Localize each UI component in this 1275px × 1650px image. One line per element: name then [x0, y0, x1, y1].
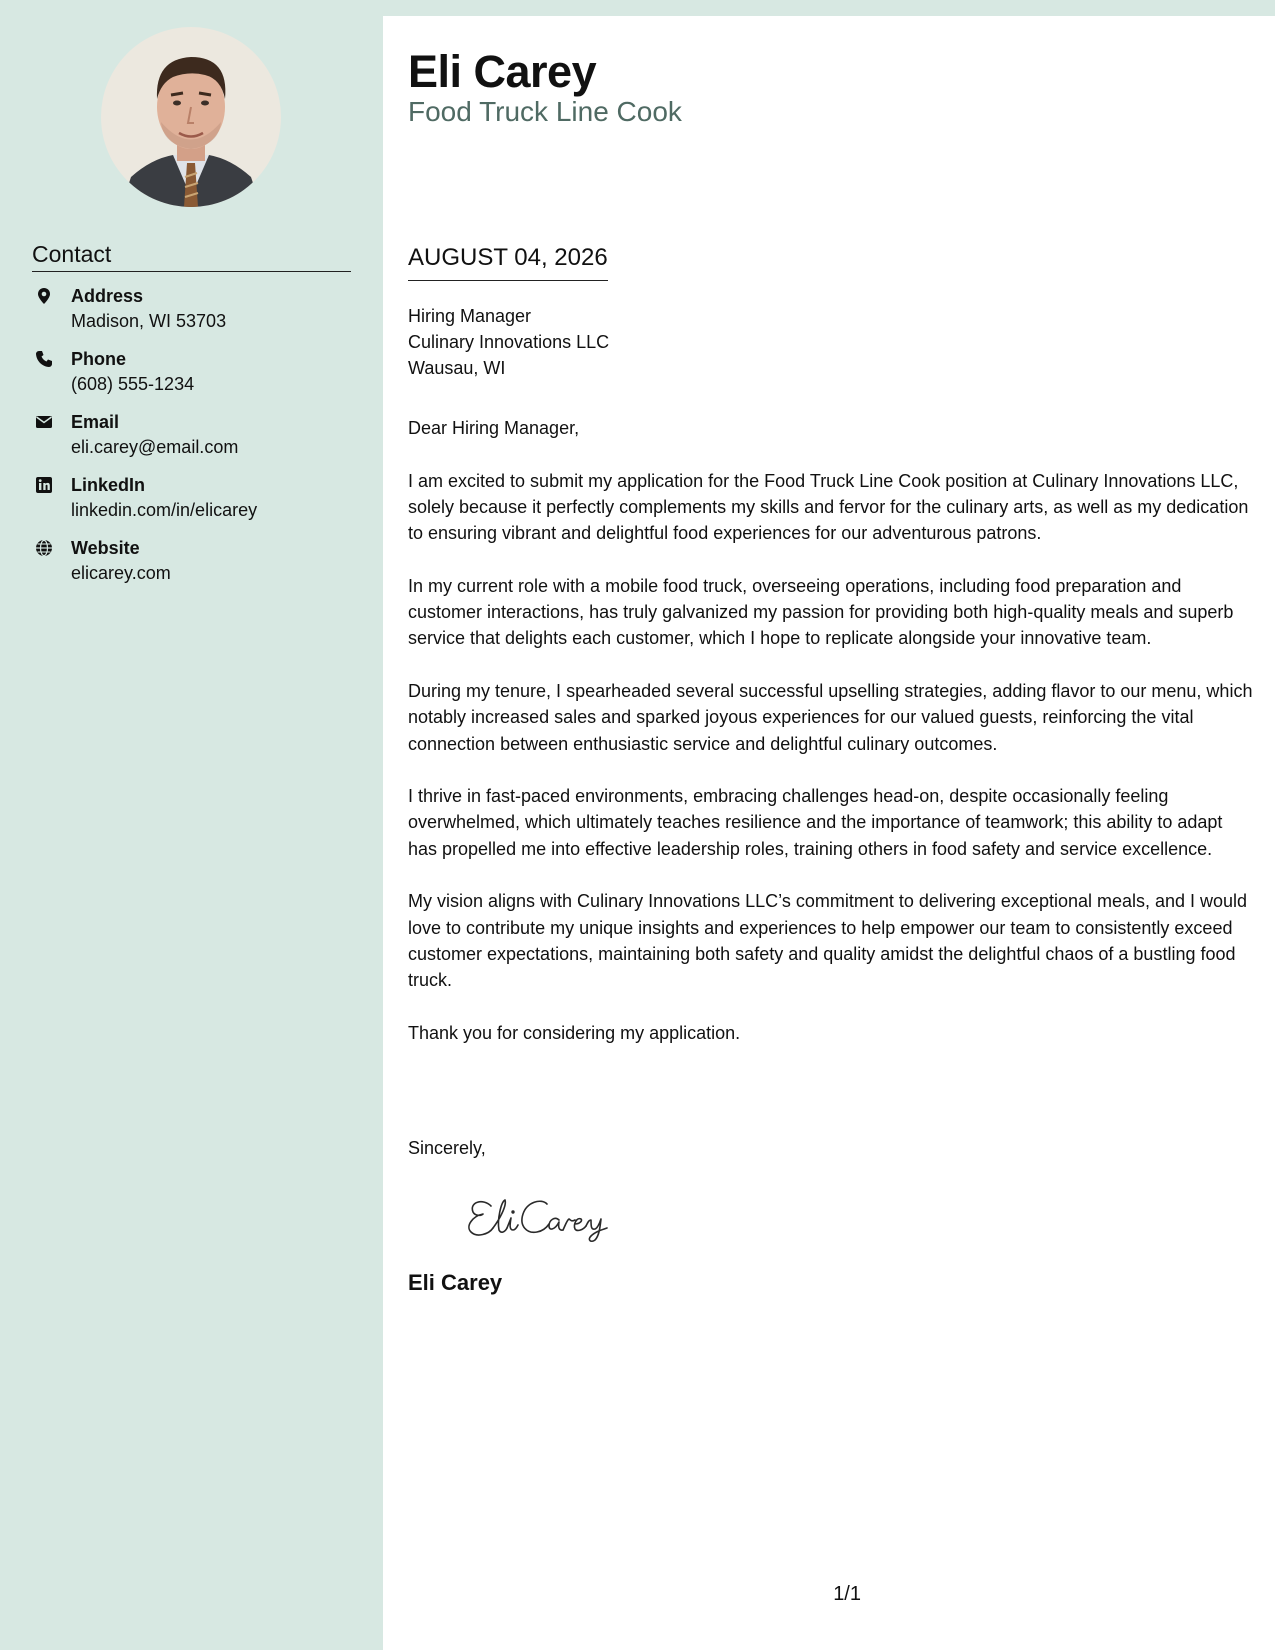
contact-item-email [32, 410, 362, 473]
handwritten-signature [461, 1184, 661, 1244]
paragraph: Thank you for considering my application. [408, 1022, 741, 1043]
contact-heading: Contact [32, 240, 351, 272]
closing: Sincerely, [408, 1138, 486, 1158]
contact-item-website [32, 536, 362, 599]
contact-value[interactable]: elicarey.com [71, 563, 171, 583]
contact-value[interactable]: eli.carey@email.com [71, 437, 239, 457]
page-number: 1/1 [833, 1583, 861, 1605]
applicant-name: Eli Carey [408, 46, 597, 97]
envelope-icon [35, 413, 53, 431]
letter-date: AUGUST 04, 2026 [408, 242, 608, 281]
contact-item-address [32, 284, 362, 347]
paragraph: I am excited to submit my application for the Food Truck Line Cook position at Culinary Innovations LLC, solely because it perfectly complements my skills and fervor for the culinary arts, as well as my dedication to ensuring vibrant and delightful food experiences for our adventurous patrons. [408, 470, 1249, 544]
contact-value: Madison, WI 53703 [71, 311, 227, 331]
phone-icon [35, 350, 53, 368]
contact-value[interactable]: linkedin.com/in/elicarey [71, 500, 258, 520]
letter-text [408, 415, 1253, 1072]
letter-body [383, 16, 1275, 1650]
contact-value: (608) 555-1234 [71, 374, 195, 394]
sidebar [0, 0, 383, 1650]
paragraph: I thrive in fast-paced environments, embracing challenges head-on, despite occasionally feeling overwhelmed, which ultimately teaches resilience and the importance of teamwork; this ability to adapt has propelled me into effective leadership roles, training others in food safety and service excellence. [408, 786, 1223, 859]
contact-label: Phone [71, 349, 127, 369]
paragraph: During my tenure, I spearheaded several successful upselling strategies, adding flavor to our menu, which notably increased sales and sparked joyous experiences for our valued guests, reinforcing the vital connection between enthusiastic service and delightful culinary outcomes. [408, 680, 1253, 754]
paragraph: My vision aligns with Culinary Innovations LLC’s commitment to delivering exceptional meals, and I would love to contribute my unique insights and experiences to help empower our team to consistently exceed customer expectations, maintaining both safety and quality amidst the delightful chaos of a bustling food truck. [408, 891, 1248, 991]
job-title: Food Truck Line Cook [408, 96, 682, 127]
paragraph: In my current role with a mobile food truck, overseeing operations, including food preparation and customer interactions, has truly galvanized my passion for providing both high-quality meals and superb service that delights each customer, which I hope to replicate alongside your innovative team. [408, 575, 1234, 649]
profile-photo [101, 27, 281, 207]
recipient-line: Hiring Manager [408, 306, 532, 326]
contact-label: Email [71, 412, 120, 432]
contact-item-phone [32, 347, 362, 410]
globe-icon [35, 539, 53, 557]
greeting: Dear Hiring Manager, [408, 418, 580, 438]
recipient-block [408, 303, 609, 381]
contact-list [32, 284, 362, 599]
contact-label: LinkedIn [71, 475, 146, 495]
contact-label: Website [71, 538, 140, 558]
linkedin-icon [35, 476, 53, 494]
location-pin-icon [35, 287, 53, 305]
contact-item-linkedin [32, 473, 362, 536]
signer-name: Eli Carey [408, 1270, 503, 1295]
contact-label: Address [71, 286, 144, 306]
recipient-line: Culinary Innovations LLC [408, 332, 610, 352]
recipient-line: Wausau, WI [408, 358, 506, 378]
